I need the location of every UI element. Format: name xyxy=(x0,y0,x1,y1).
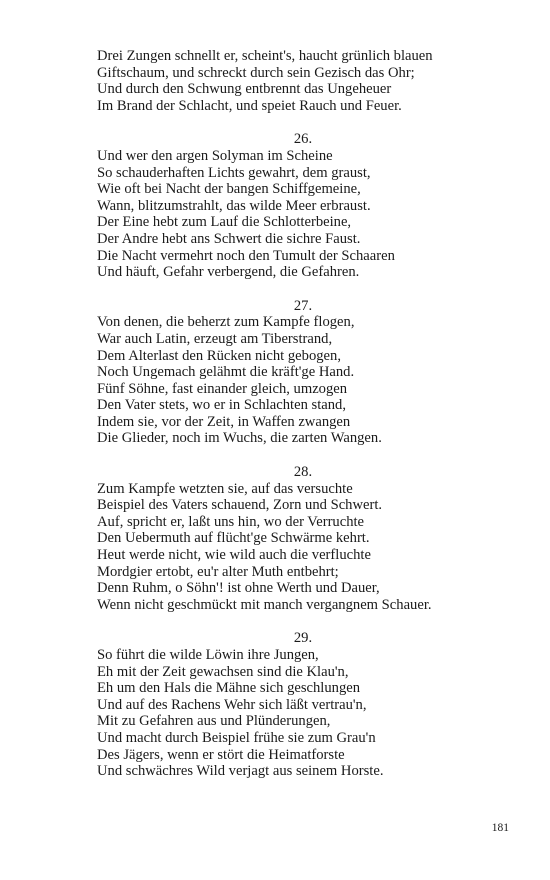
poem-text xyxy=(97,48,517,780)
verse-line: Mordgier ertobt, eu'r alter Muth entbehrt; xyxy=(97,563,339,580)
verse-line: Fünf Söhne, fast einander gleich, umzogen xyxy=(97,380,348,397)
verse-line: Den Vater stets, wo er in Schlachten stand, xyxy=(97,397,346,414)
verse-line: Und wer den argen Solyman im Scheine xyxy=(97,147,333,164)
verse-line: Beispiel des Vaters schauend, Zorn und Schwert. xyxy=(97,497,383,514)
verse-line: Wenn nicht geschmückt mit manch vergangnem Schauer. xyxy=(97,596,432,613)
stanza xyxy=(97,131,517,280)
verse-line: Und auf des Rachens Wehr sich läßt vertrau'n, xyxy=(97,696,367,713)
verse-line: Denn Ruhm, o Söhn'! ist ohne Werth und Dauer, xyxy=(97,580,380,597)
verse-line: Von denen, die beherzt zum Kampfe flogen, xyxy=(97,314,355,331)
verse-line: Der Eine hebt zum Lauf die Schlotterbeine, xyxy=(97,214,352,231)
stanza xyxy=(97,48,517,114)
verse-line: So führt die wilde Löwin ihre Jungen, xyxy=(97,647,319,663)
verse-line: Des Jägers, wenn er stört die Heimatforste xyxy=(97,746,345,763)
stanza-number: 29. xyxy=(293,630,313,647)
stanza-number: 27. xyxy=(293,297,313,314)
verse-line: Den Uebermuth auf flücht'ge Schwärme kehrt. xyxy=(97,530,370,547)
stanza-number: 26. xyxy=(293,131,313,148)
verse-line: Giftschaum, und schreckt durch sein Gezisch das Ohr; xyxy=(97,64,415,81)
verse-line: Auf, spricht er, laßt uns hin, wo der Verruchte xyxy=(97,513,365,530)
verse-line: Zum Kampfe wetzten sie, auf das versuchte xyxy=(97,480,353,497)
verse-line: Und durch den Schwung entbrennt das Ungeheuer xyxy=(97,81,392,98)
verse-line: Noch Ungemach gelähmt die kräft'ge Hand. xyxy=(97,364,355,381)
verse-line: Dem Alterlast den Rücken nicht gebogen, xyxy=(97,347,341,364)
stanza xyxy=(97,464,517,613)
verse-line: Und häuft, Gefahr verbergend, die Gefahren. xyxy=(97,264,360,281)
verse-line: Die Nacht vermehrt noch den Tumult der Schaaren xyxy=(97,247,395,264)
stanza xyxy=(97,630,517,779)
page-number: 181 xyxy=(491,822,509,834)
verse-line: Eh mit der Zeit gewachsen sind die Klau'n, xyxy=(97,663,349,680)
verse-line: Und schwächres Wild verjagt aus seinem Horste. xyxy=(97,763,384,780)
stanza xyxy=(97,298,517,447)
verse-line: Im Brand der Schlacht, und speiet Rauch und Feuer. xyxy=(97,97,402,114)
verse-line: Und macht durch Beispiel frühe sie zum Grau'n xyxy=(97,729,376,746)
verse-line: Der Andre hebt ans Schwert die sichre Faust. xyxy=(97,230,361,247)
verse-line: Indem sie, vor der Zeit, in Waffen zwangen xyxy=(97,413,351,430)
verse-line: Drei Zungen schnellt er, scheint's, haucht grünlich blauen xyxy=(97,48,433,64)
verse-line: Die Glieder, noch im Wuchs, die zarten Wangen. xyxy=(97,430,382,447)
verse-line: So schauderhaften Lichts gewahrt, dem graust, xyxy=(97,164,371,181)
verse-line: Heut werde nicht, wie wild auch die verfluchte xyxy=(97,547,371,564)
verse-line: Eh um den Hals die Mähne sich geschlungen xyxy=(97,680,361,697)
stanza-number: 28. xyxy=(293,464,313,481)
verse-line: Wann, blitzumstrahlt, das wilde Meer erbraust. xyxy=(97,197,371,214)
verse-line: Mit zu Gefahren aus und Plünderungen, xyxy=(97,713,331,730)
verse-line: War auch Latin, erzeugt am Tiberstrand, xyxy=(97,330,333,347)
verse-line: Wie oft bei Nacht der bangen Schiffgemeine, xyxy=(97,181,361,198)
